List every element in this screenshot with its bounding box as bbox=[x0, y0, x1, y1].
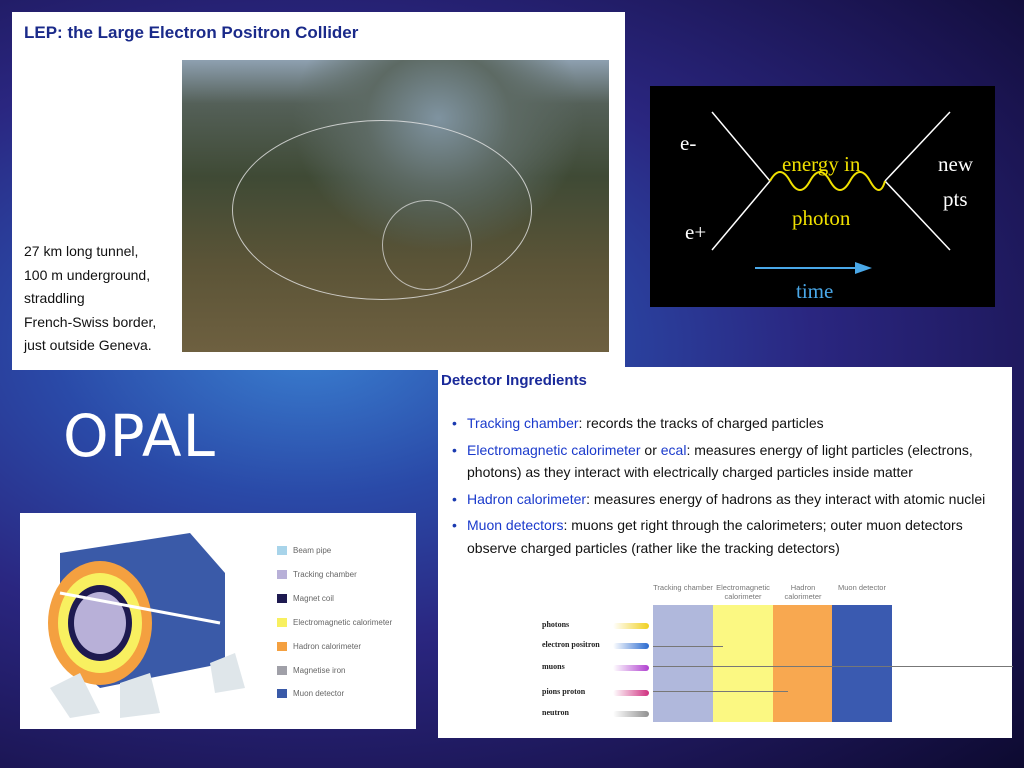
e-minus-label: e- bbox=[680, 131, 697, 155]
list-item: • Muon detectors: muons get right through the calorimeters; outer muon detectors observe charged particles (rather like the tracking detectors) bbox=[452, 514, 1007, 559]
feynman-diagram bbox=[650, 86, 995, 307]
column-header: Muon detector bbox=[838, 583, 886, 592]
ingredients-list bbox=[452, 412, 1007, 563]
opal-detector-image bbox=[20, 513, 416, 729]
arrow-icon bbox=[613, 665, 649, 671]
link[interactable]: Electromagnetic calorimeter bbox=[467, 441, 641, 458]
hcal-column bbox=[773, 605, 833, 722]
legend-item: Hadron calorimeter bbox=[277, 642, 361, 651]
arrow-icon bbox=[613, 711, 649, 717]
particle-label: photons bbox=[542, 620, 570, 629]
legend-item: Magnet coil bbox=[277, 594, 334, 603]
detector-ingredients-panel bbox=[438, 367, 1012, 738]
lep-panel bbox=[12, 12, 625, 370]
column-header: Electromagnetic calorimeter bbox=[716, 583, 770, 601]
lep-line: 100 m underground, bbox=[24, 266, 151, 283]
link[interactable]: ecal bbox=[660, 441, 687, 458]
column-header: Hadron calorimeter bbox=[784, 583, 822, 601]
arrow-icon bbox=[613, 690, 649, 696]
opal-heading: OPAL bbox=[63, 402, 216, 470]
photon-label: photon bbox=[792, 206, 851, 230]
time-label: time bbox=[796, 279, 834, 303]
legend-item: Magnetise iron bbox=[277, 666, 345, 675]
particle-label: pions proton bbox=[542, 687, 586, 696]
list-item: • Tracking chamber: records the tracks of charged particles bbox=[452, 412, 1007, 435]
list-item: • Electromagnetic calorimeter or ecal: measures energy of light particles (electrons, photons) as they interact with electrically charged particles inside matter bbox=[452, 439, 1007, 484]
particle-label: electron positron bbox=[542, 640, 600, 649]
particle-label: muons bbox=[542, 662, 565, 671]
legend-item: Beam pipe bbox=[277, 546, 331, 555]
link[interactable]: Hadron calorimeter bbox=[467, 490, 587, 507]
muon-column bbox=[832, 605, 892, 722]
ecal-column bbox=[713, 605, 773, 722]
track-line bbox=[653, 646, 723, 647]
legend-item: Electromagnetic calorimeter bbox=[277, 618, 392, 627]
energy-label: energy in bbox=[782, 152, 861, 176]
particle-label: neutron bbox=[542, 708, 569, 717]
lep-title: LEP: the Large Electron Positron Collider bbox=[24, 23, 359, 42]
pts-label: pts bbox=[943, 187, 968, 211]
track-line bbox=[653, 691, 788, 692]
list-item: • Hadron calorimeter: measures energy of hadrons as they interact with atomic nuclei bbox=[452, 488, 1007, 511]
arrow-icon bbox=[613, 623, 649, 629]
link[interactable]: Muon detectors bbox=[467, 517, 564, 533]
e-plus-label: e+ bbox=[685, 220, 707, 244]
track-line bbox=[653, 666, 1013, 667]
lep-line: French-Swiss border, bbox=[24, 313, 157, 330]
lep-description bbox=[24, 240, 156, 358]
column-header: Tracking chamber bbox=[653, 583, 713, 592]
lep-line: straddling bbox=[24, 290, 85, 306]
link[interactable]: Tracking chamber bbox=[467, 415, 579, 431]
lep-line: just outside Geneva. bbox=[24, 337, 152, 353]
tracking-column bbox=[653, 605, 713, 722]
lep-line: 27 km long tunnel, bbox=[24, 243, 139, 259]
arrow-icon bbox=[613, 643, 649, 649]
ingredients-title: Detector Ingredients bbox=[441, 372, 587, 389]
detector-drawing bbox=[20, 513, 260, 729]
new-label: new bbox=[938, 152, 973, 176]
legend-item: Tracking chamber bbox=[277, 570, 357, 579]
legend-item: Muon detector bbox=[277, 689, 344, 698]
aerial-photo bbox=[182, 60, 609, 352]
